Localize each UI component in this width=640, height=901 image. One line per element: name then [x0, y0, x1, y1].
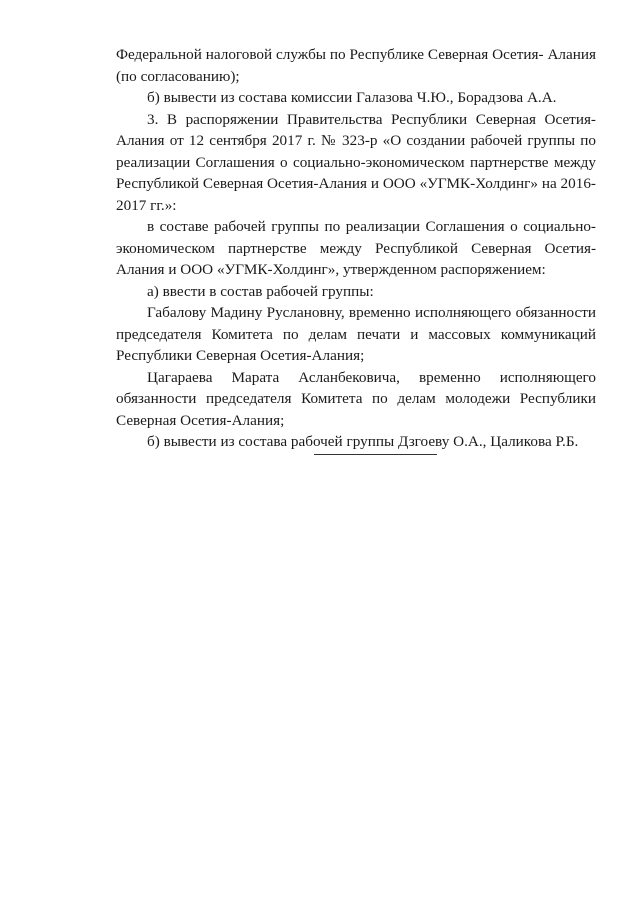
paragraph-tax-service: Федеральной налоговой службы по Республике Северная Осетия- Алания (по согласованию); [116, 46, 596, 85]
paragraph-remove-members: б) вывести из состава рабочей группы Дзгоеву О.А., Цаликова Р.Б. [147, 433, 579, 450]
paragraph-working-group: в составе рабочей группы по реализации Соглашения о социально-экономическом партнерстве между Республикой Северная Осетия-Алания и ООО «УГМК-Холдинг», утвержденном распоряжением: [116, 218, 596, 278]
document-body [116, 44, 596, 453]
paragraph-gabalova: Габалову Мадину Руслановну, временно исполняющего обязанности председателя Комитета по делам печати и массовых коммуникаций Республики Северная Осетия-Алания; [116, 304, 596, 364]
end-separator-line [314, 454, 437, 455]
paragraph-remove-commission: б) вывести из состава комиссии Галазова Ч.Ю., Борадзова А.А. [147, 89, 557, 106]
paragraph-item-3: 3. В распоряжении Правительства Республики Северная Осетия-Алания от 12 сентября 2017 г. № 323-р «О создании рабочей группы по реализации Соглашения о социально-экономическом партнерстве между Республикой Северная Осетия-Алания и ООО «УГМК-Холдинг» на 2016-2017 гг.»: [116, 110, 596, 214]
paragraph-add-members: а) ввести в состав рабочей группы: [147, 282, 374, 300]
paragraph-tsagaraev: Цагараева Марата Асланбековича, временно исполняющего обязанности председателя Комитета по делам молодежи Республики Северная Осетия-Алания; [116, 368, 596, 429]
